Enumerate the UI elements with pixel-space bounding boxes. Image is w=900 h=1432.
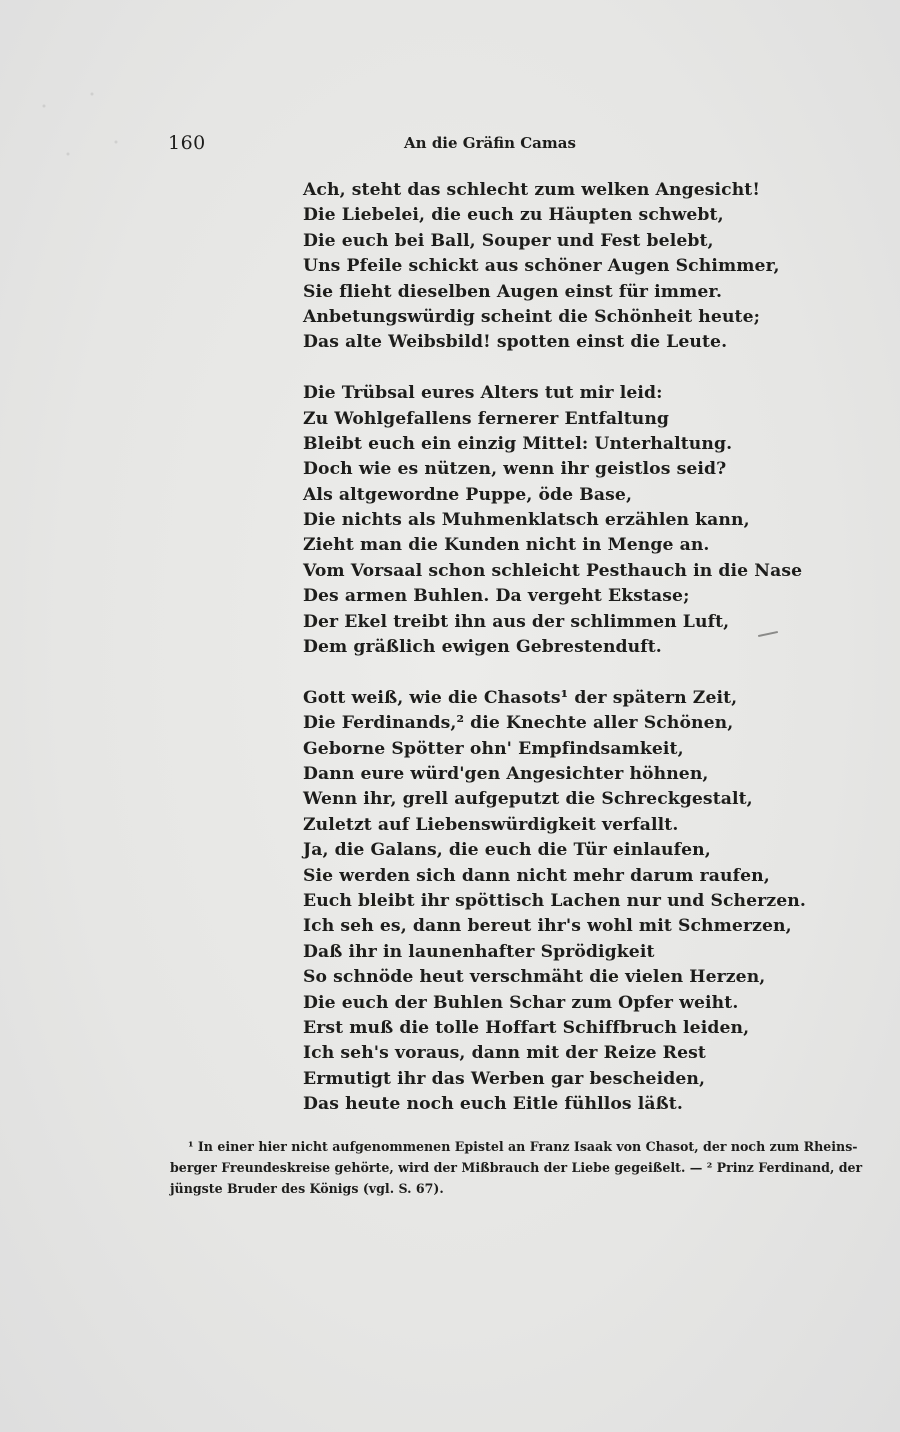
stanza-1 [303,178,780,356]
poem-line: Uns Pfeile schickt aus schöner Augen Schimmer, [303,256,780,277]
poem-line: Geborne Spötter ohn' Empfindsamkeit, [303,738,684,759]
poem-line: Dem gräßlich ewigen Gebrestenduft. [303,637,662,658]
stanza-2 [303,381,803,660]
poem-line: Die euch der Buhlen Schar zum Opfer weiht. [303,992,739,1013]
margin-mark [758,631,778,637]
footnote-line: ¹ In einer hier nicht aufgenommenen Epistel an Franz Isaak von Chasot, der noch zum Rheins- [188,1139,858,1154]
stanza-3 [303,686,806,1118]
poem-line: Die Liebelei, die euch zu Häupten schwebt, [303,205,724,226]
poem-line: So schnöde heut verschmäht die vielen Herzen, [303,967,766,988]
poem-line: Gott weiß, wie die Chasots¹ der spätern Zeit, [303,687,738,708]
poem-line: Das heute noch euch Eitle fühllos läßt. [303,1094,683,1115]
footnote-line: berger Freundeskreise gehörte, wird der Mißbrauch der Liebe gegeißelt. — ² Prinz Ferdinand, der [170,1160,863,1175]
poem-line: Des armen Buhlen. Da vergeht Ekstase; [303,586,690,607]
poem-line: Zu Wohlgefallens fernerer Entfaltung [303,408,670,429]
poem-line: Doch wie es nützen, wenn ihr geistlos seid? [303,459,727,480]
poem-line: Erst muß die tolle Hoffart Schiffbruch leiden, [303,1017,750,1038]
poem-line: Bleibt euch ein einzig Mittel: Unterhaltung. [303,433,733,454]
poem-line: Ich seh es, dann bereut ihr's wohl mit Schmerzen, [303,916,792,937]
poem-line: Sie werden sich dann nicht mehr darum raufen, [303,865,770,886]
running-title: An die Gräfin Camas [404,134,576,152]
poem-line: Zieht man die Kunden nicht in Menge an. [303,535,710,556]
poem-line: Das alte Weibsbild! spotten einst die Leute. [303,332,728,353]
poem-line: Die nichts als Muhmenklatsch erzählen kann, [303,510,750,531]
poem-line: Daß ihr in launenhafter Sprödigkeit [303,941,655,962]
page-number: 160 [168,132,206,154]
poem-line: Ja, die Galans, die euch die Tür einlaufen, [303,840,711,861]
poem-line: Der Ekel treibt ihn aus der schlimmen Luft, [303,611,730,632]
poem-line: Anbetungswürdig scheint die Schönheit heute; [303,306,761,327]
poem-line: Zuletzt auf Liebenswürdigkeit verfallt. [303,814,679,835]
poem-line: Die Ferdinands,² die Knechte aller Schönen, [303,713,734,734]
poem-line: Euch bleibt ihr spöttisch Lachen nur und Scherzen. [303,890,806,911]
poem [303,178,806,1117]
footnote [170,1136,863,1199]
poem-line: Als altgewordne Puppe, öde Base, [303,484,633,505]
poem-line: Vom Vorsaal schon schleicht Pesthauch in die Nase [303,560,803,581]
poem-line: Die euch bei Ball, Souper und Fest belebt, [303,230,714,251]
poem-line: Ermutigt ihr das Werben gar bescheiden, [303,1068,706,1089]
poem-line: Ach, steht das schlecht zum welken Angesicht! [303,180,760,200]
poem-line: Die Trübsal eures Alters tut mir leid: [303,383,663,404]
poem-line: Dann eure würd'gen Angesichter höhnen, [303,763,709,784]
poem-line: Sie flieht dieselben Augen einst für immer. [303,281,723,302]
paper-specks [20,70,140,190]
footnote-line: jüngste Bruder des Königs (vgl. S. 67). [170,1181,444,1196]
poem-line: Ich seh's voraus, dann mit der Reize Rest [303,1043,706,1064]
poem-line: Wenn ihr, grell aufgeputzt die Schreckgestalt, [303,789,753,810]
